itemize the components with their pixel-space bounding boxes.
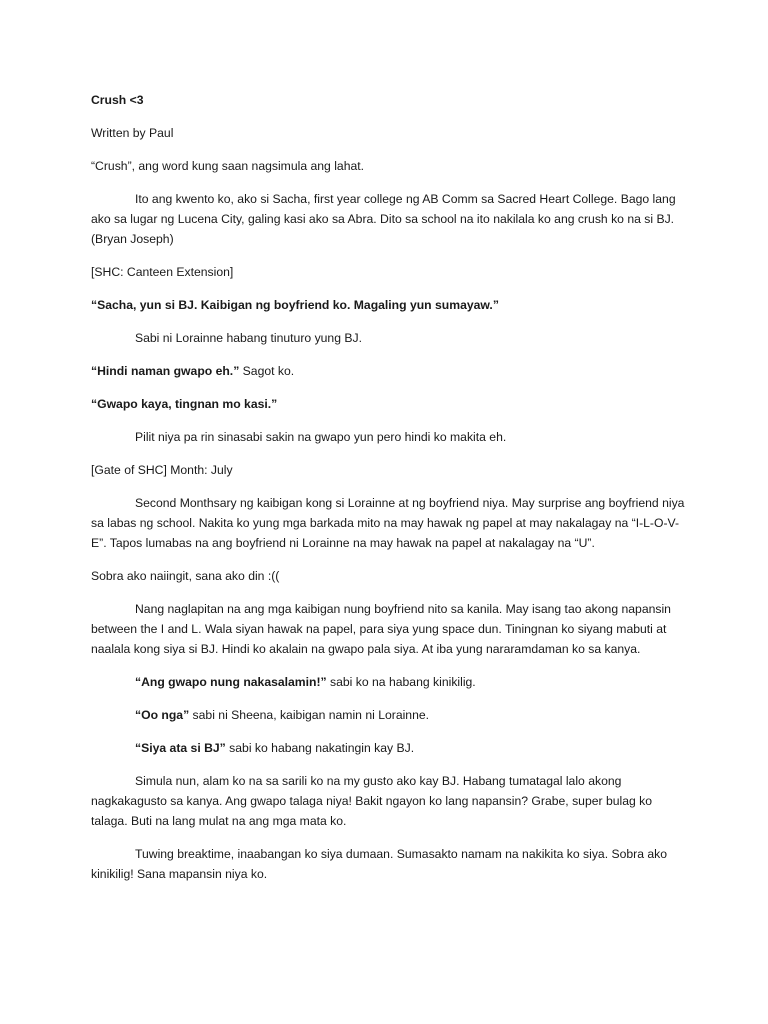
dialogue-line: “Sacha, yun si BJ. Kaibigan ng boyfriend ko. Magaling yun sumayaw.” [91, 298, 499, 312]
dialogue-line: “Siya ata si BJ” sabi ko habang nakatingin kay BJ. [135, 741, 415, 755]
dialogue-line: “Gwapo kaya, tingnan mo kasi.” [91, 397, 278, 411]
paragraph: Second Monthsary ng kaibigan kong si Lorainne at ng boyfriend niya. May surprise ang boyfriend niya sa labas ng school. Nakita ko yung mga barkada mito na may hawak ng papel at may nakalagay na “I-L-O-V-E”. Tapos lumabas na ang boyfriend ni Lorainne na may hawak na papel at nakalagay na “U”. [91, 496, 685, 550]
paragraph: Nang naglapitan na ang mga kaibigan nung boyfriend nito sa kanila. May isang tao akong napansin between the I and L. Wala siyan hawak na papel, para siya yung space dun. Tiningnan ko siyang mabuti at naalala kong siya si BJ. Hindi ko akalain na gwapo pala siya. At iba yung nararamdaman ko sa kanya. [91, 602, 671, 656]
paragraph: Sobra ako naiingit, sana ako din :(( [91, 569, 280, 583]
paragraph: Pilit niya pa rin sinasabi sakin na gwapo yun pero hindi ko makita eh. [135, 430, 507, 444]
paragraph: Simula nun, alam ko na sa sarili ko na my gusto ako kay BJ. Habang tumatagal lalo akong nagkakagusto sa kanya. Ang gwapo talaga niya! Bakit ngayon ko lang napansin? Grabe, super bulag ko talaga. Buti na lang mulat na ang mga mata ko. [91, 774, 653, 828]
story-author: Written by Paul [91, 126, 174, 140]
scene-heading: [SHC: Canteen Extension] [91, 265, 234, 279]
dialogue-line: “Oo nga” sabi ni Sheena, kaibigan namin ni Lorainne. [135, 708, 430, 722]
paragraph: “Crush”, ang word kung saan nagsimula ang lahat. [91, 159, 365, 173]
story-title: Crush <3 [91, 93, 144, 107]
dialogue-line: “Hindi naman gwapo eh.” Sagot ko. [91, 364, 295, 378]
document-body [91, 90, 691, 897]
paragraph: Sabi ni Lorainne habang tinuturo yung BJ. [135, 331, 362, 345]
scene-heading: [Gate of SHC] Month: July [91, 463, 233, 477]
dialogue-line: “Ang gwapo nung nakasalamin!” sabi ko na habang kinikilig. [135, 675, 476, 689]
paragraph: Ito ang kwento ko, ako si Sacha, first year college ng AB Comm sa Sacred Heart College. Bago lang ako sa lugar ng Lucena City, galing kasi ako sa Abra. Dito sa school na ito nakilala ko ang crush ko na si BJ. (Bryan Joseph) [91, 192, 676, 246]
paragraph: Tuwing breaktime, inaabangan ko siya dumaan. Sumasakto namam na nakikita ko siya. Sobra ako kinikilig! Sana mapansin niya ko. [91, 847, 668, 881]
